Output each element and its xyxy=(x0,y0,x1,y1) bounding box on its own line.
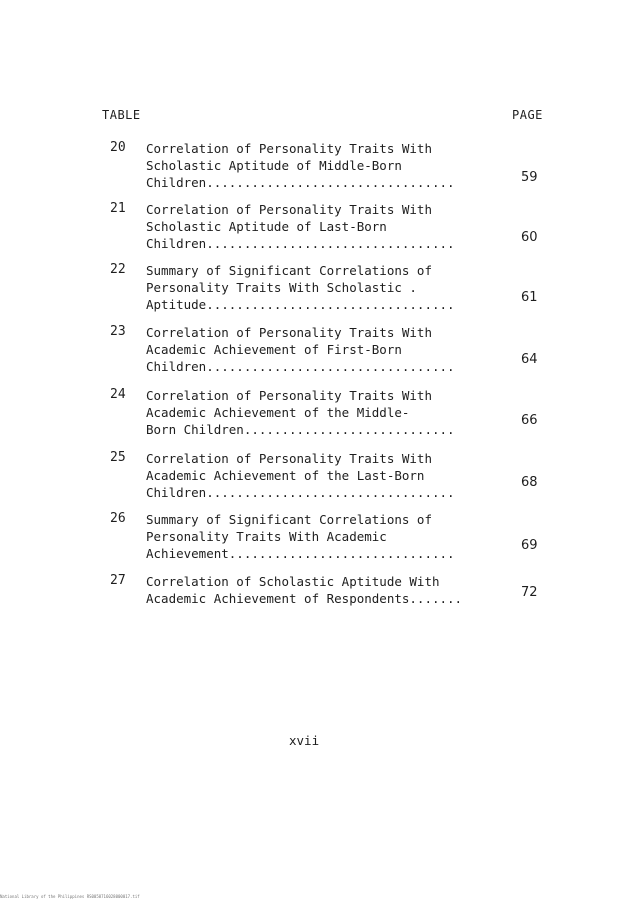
page-number: 69 xyxy=(521,538,538,553)
page-number: 68 xyxy=(521,475,538,490)
table-number: 23 xyxy=(110,324,126,339)
page-number: 72 xyxy=(521,585,538,600)
table-column-header: TABLE xyxy=(102,108,141,122)
page-number: 61 xyxy=(521,290,538,305)
scan-footer: National Library of the Philippines RS0058716028000017.tif xyxy=(0,894,140,899)
table-number: 26 xyxy=(110,511,126,526)
table-number: 20 xyxy=(110,140,126,155)
page-number: 59 xyxy=(521,170,538,185)
table-number: 22 xyxy=(110,262,126,277)
table-number: 25 xyxy=(110,450,126,465)
table-title: Correlation of Personality Traits With Scholastic Aptitude of Middle-Born Children................................. xyxy=(146,141,455,190)
table-title: Correlation of Personality Traits With Academic Achievement of the Last-Born Children................................. xyxy=(146,451,455,500)
table-number: 27 xyxy=(110,573,126,588)
folio-page-number: xvii xyxy=(289,733,320,748)
page-column-header: PAGE xyxy=(512,108,543,122)
table-number: 21 xyxy=(110,201,126,216)
table-title: Summary of Significant Correlations of Personality Traits With Scholastic . Aptitude................................. xyxy=(146,263,455,312)
page-number: 60 xyxy=(521,230,538,245)
table-title: Correlation of Personality Traits With Academic Achievement of the Middle- Born Children............................ xyxy=(146,388,455,437)
table-title: Correlation of Personality Traits With Academic Achievement of First-Born Children................................. xyxy=(146,325,455,374)
table-title: Summary of Significant Correlations of Personality Traits With Academic Achievement.............................. xyxy=(146,512,455,561)
page-number: 64 xyxy=(521,352,538,367)
table-title: Correlation of Personality Traits With Scholastic Aptitude of Last-Born Children................................. xyxy=(146,202,455,251)
table-number: 24 xyxy=(110,387,126,402)
page-number: 66 xyxy=(521,413,538,428)
table-title: Correlation of Scholastic Aptitude With Academic Achievement of Respondents....... xyxy=(146,574,463,606)
